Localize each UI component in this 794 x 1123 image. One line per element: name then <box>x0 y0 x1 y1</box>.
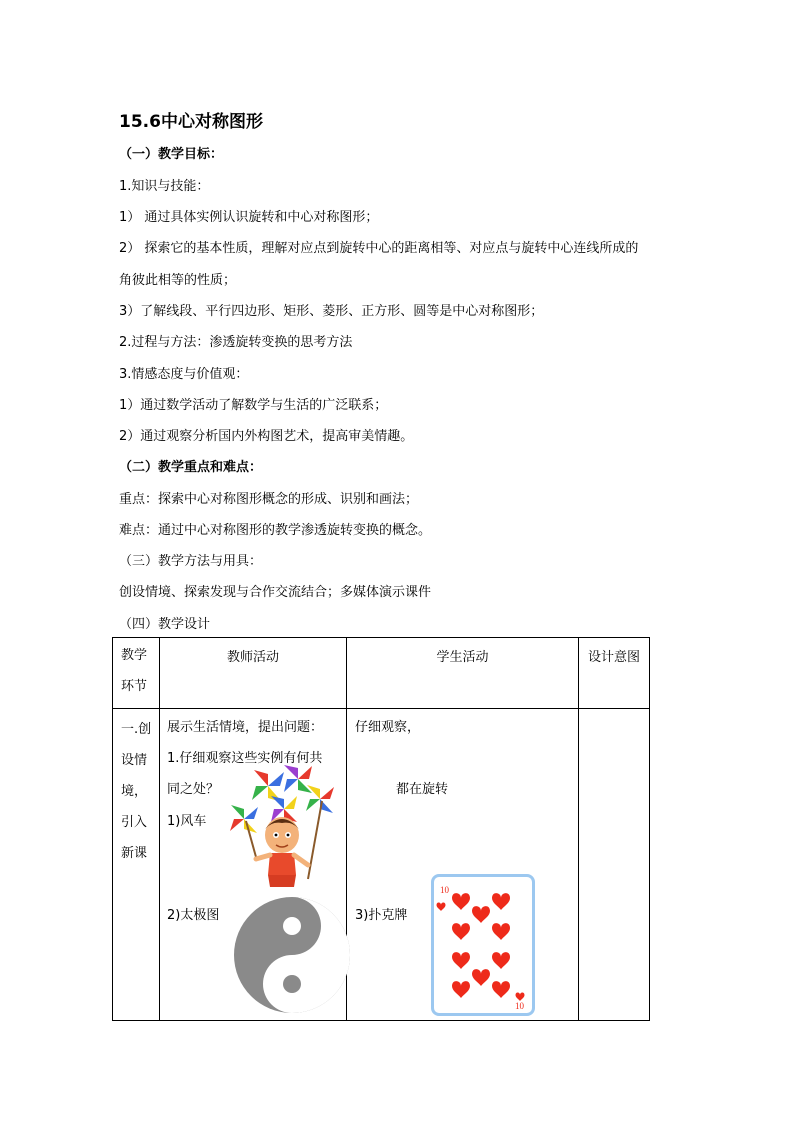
item-card: 3)扑克牌 <box>355 908 408 923</box>
header-student: 学生活动 <box>347 638 579 709</box>
teacher-question: 1.仔细观察这些实例有何共 <box>167 751 323 766</box>
page-title: 15.6中心对称图形 <box>119 112 263 132</box>
intent-cell <box>579 709 650 1021</box>
text-line: 重点：探索中心对称图形概念的形成、识别和画法； <box>119 492 419 507</box>
heart-icon <box>472 906 490 923</box>
card-rank-bottom: 10 <box>515 1001 524 1011</box>
teacher-question: 同之处？ <box>167 782 220 797</box>
text-line: 难点：通过中心对称图形的教学渗透旋转变换的概念。 <box>119 523 432 538</box>
section-heading-methods: （三）教学方法与用具： <box>119 554 263 569</box>
heart-icon <box>452 981 470 998</box>
heart-icon <box>492 981 510 998</box>
student-observe: 仔细观察， <box>355 720 421 735</box>
stage-line: 新课 <box>121 846 148 861</box>
header-intent: 设计意图 <box>579 638 650 709</box>
header-teacher: 教师活动 <box>160 638 347 709</box>
section-heading-objectives: （一）教学目标： <box>119 147 224 162</box>
text-line: 3）了解线段、平行四边形、矩形、菱形、正方形、圆等是中心对称图形； <box>119 304 544 319</box>
boy-figure <box>256 817 308 887</box>
text-line: 1.知识与技能： <box>119 179 210 194</box>
taiji-icon <box>232 895 352 1015</box>
item-taiji: 2)太极图 <box>167 908 220 923</box>
header-stage-line: 环节 <box>121 679 148 694</box>
pinwheel-cartoon-icon <box>226 761 346 891</box>
heart-icon <box>472 969 490 986</box>
teacher-intro: 展示生活情境，提出问题： <box>167 720 324 735</box>
stage-line: 引入 <box>121 815 148 830</box>
section-heading-design: （四）教学设计 <box>119 617 211 632</box>
student-cell <box>347 709 579 1021</box>
card-rank-top: 10 <box>440 885 449 895</box>
item-pinwheel: 1)风车 <box>167 814 207 829</box>
heart-icon <box>452 893 470 910</box>
section-heading-keypoints: （二）教学重点和难点： <box>119 460 263 475</box>
header-stage-line: 教学 <box>121 648 148 663</box>
stage-line: 境， <box>121 784 148 799</box>
text-line: 3.情感态度与价值观： <box>119 367 249 382</box>
stage-line: 设情 <box>121 753 148 768</box>
teacher-cell <box>160 709 347 1021</box>
text-line: 2）通过观察分析国内外构图艺术，提高审美情趣。 <box>119 429 414 444</box>
stage-cell <box>113 709 160 1021</box>
text-line: 角彼此相等的性质； <box>119 273 237 288</box>
header-stage <box>113 638 160 709</box>
text-line: 2.过程与方法：渗透旋转变换的思考方法 <box>119 335 353 350</box>
heart-icon <box>492 923 510 940</box>
table-header-row <box>113 638 650 709</box>
playing-card-icon <box>431 874 535 1016</box>
heart-icon <box>492 952 510 969</box>
text-line: 1）通过数学活动了解数学与生活的广泛联系； <box>119 398 388 413</box>
card-hearts <box>434 877 532 1013</box>
student-answer: 都在旋转 <box>396 782 449 797</box>
heart-icon-small <box>516 993 525 1001</box>
stage-line: 一.创 <box>121 722 152 737</box>
table-row <box>113 709 650 1021</box>
heart-icon <box>452 923 470 940</box>
text-line: 创设情境、探索发现与合作交流结合；多媒体演示课件 <box>119 585 432 600</box>
heart-icon <box>492 893 510 910</box>
text-line: 2） 探索它的基本性质，理解对应点到旋转中心的距离相等、对应点与旋转中心连线所成的 <box>119 241 639 256</box>
heart-icon <box>452 952 470 969</box>
heart-icon-small <box>437 903 446 911</box>
design-table <box>112 637 650 1021</box>
text-line: 1） 通过具体实例认识旋转和中心对称图形； <box>119 210 379 225</box>
